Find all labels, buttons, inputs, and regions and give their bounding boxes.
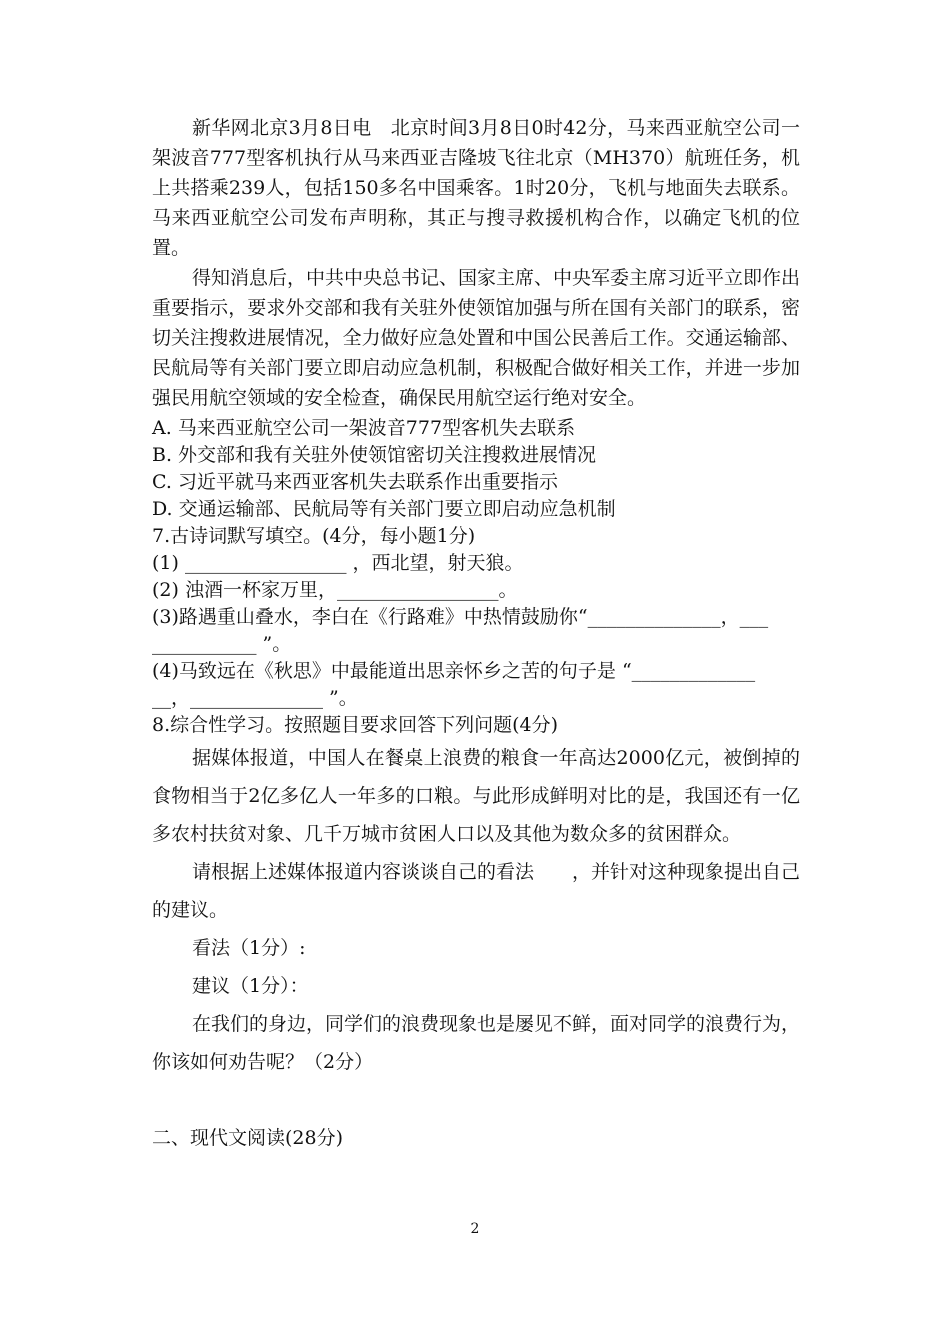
option-a: A. 马来西亚航空公司一架波音777型客机失去联系 [152,417,576,439]
q7-item-4: (4)马致远在《秋思》中最能道出思亲怀乡之苦的句子是 “_____________ [152,660,756,682]
q7-title: 7.古诗词默写填空。(4分，每小题1分) [152,525,476,547]
q7-item-2: (2) 浊酒一杯家万里，_________________。 [152,579,518,601]
q8-paragraph-2: 请根据上述媒体报道内容谈谈自己的看法 ，并针对这种现象提出自己的建议。 [152,861,801,921]
option-c: C. 习近平就马来西亚客机失去联系作出重要指示 [152,471,558,493]
q8-title: 8.综合性学习。按照题目要求回答下列问题(4分) [152,714,559,736]
page-number: 2 [470,1221,480,1237]
news-paragraph-2: 得知消息后，中共中央总书记、国家主席、中央军委主席习近平立即作出重要指示，要求外交部和我有关驻外使领馆加强与所在国有关部门的联系，密切关注搜救进展情况，全力做好应急处置和中国公民善后工作。交通运输部、民航局等有关部门要立即启动应急机制，积极配合做好相关工作，并进一步加强民用航空领域的安全检查，确保民用航空运行绝对安全。 [152,267,801,409]
section-2-heading: 二、现代文阅读(28分) [152,1127,344,1149]
option-d: D. 交通运输部、民航局等有关部门要立即启动应急机制 [152,498,616,520]
q7-item-1: (1) _________________ ，西北望，射天狼。 [152,552,524,574]
q8-suggest-label: 建议（1分）： [192,975,309,997]
q8-paragraph-3: 在我们的身边，同学们的浪费现象也是屡见不鲜，面对同学的浪费行为，你该如何劝告呢？（2分） [152,1013,801,1073]
q7-item-3: (3)路遇重山叠水，李白在《行路难》中热情鼓励你“______________，___ [152,606,769,628]
page-content [152,113,800,1153]
news-paragraph-1: 新华网北京3月8日电 北京时间3月8日0时42分，马来西亚航空公司一架波音777型客机执行从马来西亚吉隆坡飞往北京（MH370）航班任务，机上共搭乘239人，包括150多名中国乘客。1时20分，飞机与地面失去联系。马来西亚航空公司发布声明称，其正与搜寻救援机构合作，以确定飞机的位置。 [152,117,800,259]
q7-item-3-cont: ___________ ”。 [152,633,292,655]
q7-item-4-cont: __，______________ ”。 [152,687,358,709]
q8-paragraph-1: 据媒体报道，中国人在餐桌上浪费的粮食一年高达2000亿元，被倒掉的食物相当于2亿多亿人一年多的口粮。与此形成鲜明对比的是，我国还有一亿多农村扶贫对象、几千万城市贫困人口以及其他为数众多的贫困群众。 [152,747,800,845]
option-b: B. 外交部和我有关驻外使领馆密切关注搜救进展情况 [152,444,597,466]
q8-view-label: 看法（1分）: [192,937,306,959]
